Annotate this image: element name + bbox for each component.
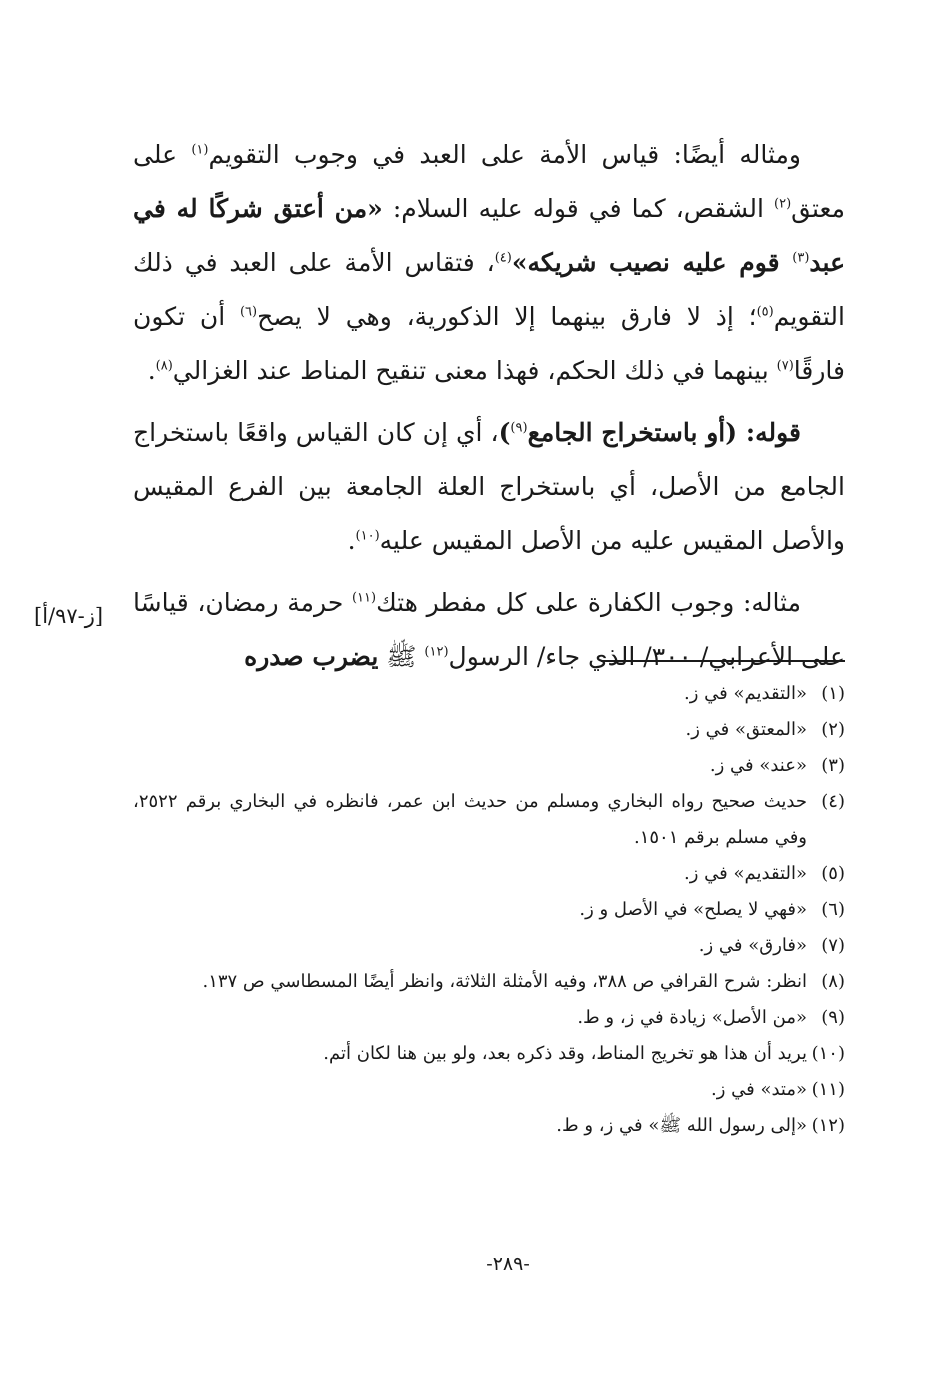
text-run: . [347,526,356,555]
footnote-separator [601,660,845,662]
footnote-text: «المعتق» في ز. [685,719,807,740]
footnote [133,1036,845,1072]
footnote-number: (١) [821,683,845,704]
footnote-number: (٤) [821,791,845,812]
footnote [133,1000,845,1036]
footnote-number: (٩) [821,1007,845,1028]
footnote [133,892,845,928]
footnote-number: (٣) [821,755,845,776]
footnote [133,856,845,892]
footnote-text: انظر: شرح القرافي ص ٣٨٨، وفيه الأمثلة الثلاثة، وانظر أيضًا المسطاسي ص ١٣٧. [202,971,807,992]
hadith-quote: «من أعتق شركًا له في عبد [133,194,845,277]
footnote-ref[interactable]: (٧) [776,358,794,374]
footnote-number: (١١) [811,1079,845,1100]
footnote-number: (٦) [821,899,845,920]
paragraph [133,406,845,568]
salutation-glyph: ﷺ [378,642,425,671]
footnote-number: (٨) [821,971,845,992]
hadith-quote: قوم عليه نصيب شريكه» [511,248,793,277]
footnote-ref[interactable]: (١٠) [355,528,380,544]
text-run: يضرب صدره [244,642,379,671]
footnote-ref[interactable]: (٩) [510,420,528,436]
paragraph [133,576,845,684]
text-run: ؛ إذ لا فارق بينهما إلا الذكورية، وهي لا يصح [257,302,757,331]
quoted-phrase: قوله: (أو باستخراج الجامع [527,418,801,447]
footnote [133,1072,845,1108]
text-run: بينهما في ذلك الحكم، فهذا معنى تنقيح المناط عند الغزالي [172,356,777,385]
text-run: على معتق [133,140,845,223]
text-run: مثاله: وجوب الكفارة على كل مفطر هتك [376,588,801,617]
page-number: -٢٨٩- [486,1253,530,1275]
footnote-text: «إلى رسول الله ﷺ» في ز، و ط. [556,1115,807,1136]
footnote [133,712,845,748]
footnote-number: (٢) [821,719,845,740]
footnote-text: حديث صحيح رواه البخاري ومسلم من حديث ابن عمر، فانظره في البخاري برقم ٢٥٢٢، وفي مسلم برقم ١٥٠١. [133,791,807,848]
main-text [133,128,845,684]
quoted-phrase: ) [498,418,511,447]
footnote [133,784,845,856]
footnote-text: «متد» في ز. [710,1079,807,1100]
paragraph [133,128,845,398]
footnote-ref[interactable]: (١٢) [424,644,449,660]
footnote-text: «التقديم» في ز. [684,683,807,704]
footnote [133,1108,845,1144]
footnote-number: (١٢) [811,1115,845,1136]
footnote-text: «التقديم» في ز. [684,863,807,884]
footnote-ref[interactable]: (٥) [756,304,774,320]
footnote-ref[interactable]: (٢) [774,196,792,212]
footnote-ref[interactable]: (٤) [494,250,512,266]
footnote [133,928,845,964]
footnote [133,676,845,712]
text-run: الشقص، كما في قوله عليه السلام: [382,194,774,223]
footnote-text: يريد أن هذا هو تخريج المناط، وقد ذكره بعد، ولو بين هنا لكان أتم. [323,1043,807,1064]
text-run: حرمة رمضان، قياسًا على الأعرابي/ ٣٠٠/ الذي جاء/ الرسول [133,588,845,671]
footnote [133,964,845,1000]
manuscript-folio-marker: [ز-٩٧/أ] [34,604,104,628]
footnote-text: «فارق» في ز. [698,935,807,956]
text-run: ، أي إن كان القياس واقعًا باستخراج الجامع من الأصل، أي باستخراج العلة الجامعة بين الفرع المقيس والأصل المقيس عليه من الأصل المقيس عليه [133,418,845,555]
footnote-text: «من الأصل» زيادة في ز، و ط. [577,1007,807,1028]
footnote [133,748,845,784]
text-run: ، فتقاس الأمة على العبد في ذلك التقويم [133,248,845,331]
text-run: أن تكون فارقًا [133,302,845,385]
footnote-ref[interactable]: (١) [191,142,209,158]
text-run: ومثاله أيضًا: قياس الأمة على العبد في وجوب التقويم [208,140,801,169]
footnote-number: (١٠) [811,1043,845,1064]
footnotes-list [133,676,845,1144]
footnote-text: «عند» في ز. [709,755,807,776]
text-run: . [147,356,156,385]
footnote-ref[interactable]: (١١) [351,590,377,606]
footnote-ref[interactable]: (٦) [239,304,258,320]
footnote-number: (٧) [821,935,845,956]
footnote-ref[interactable]: (٣) [792,250,810,266]
footnote-number: (٥) [821,863,845,884]
footnote-ref[interactable]: (٨) [155,358,173,374]
footnote-text: «فهي لا يصلح» في الأصل و ز. [579,899,807,920]
